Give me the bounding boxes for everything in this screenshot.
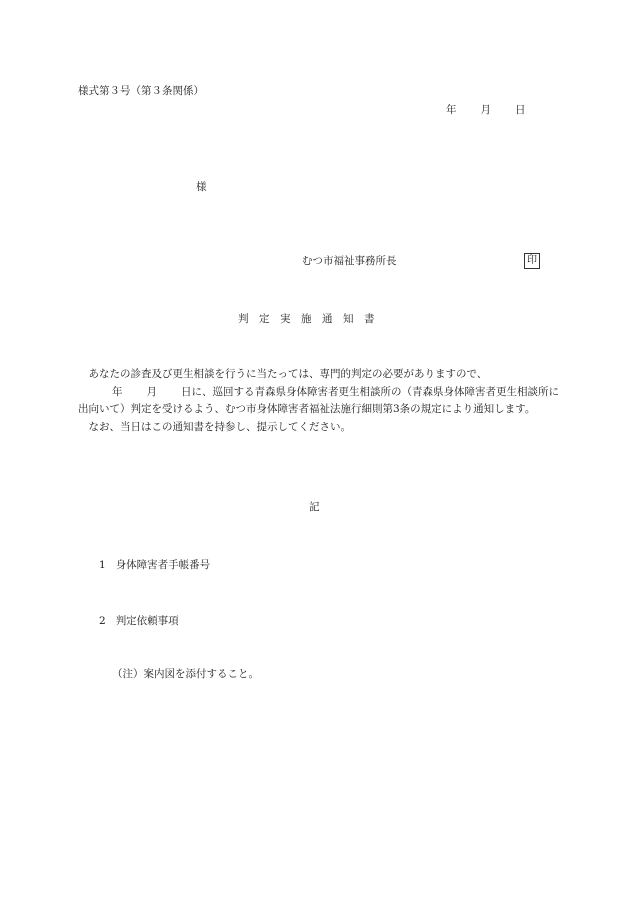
body-line-2	[78, 384, 560, 419]
item-2-number: 2	[99, 615, 106, 627]
document-title: 判定実施通知書	[238, 313, 385, 325]
date-month-label: 月	[480, 104, 491, 116]
footnote: （注）案内図を添付すること。	[112, 668, 259, 680]
issue-date	[446, 105, 526, 116]
body-line-1: あなたの診査及び更生相談を行うに当たっては、専門的判定の必要がありますので、	[88, 368, 488, 380]
seal-mark: 印	[524, 253, 540, 269]
body-date-year: 年	[112, 385, 123, 398]
issuer-name: むつ市福祉事務所長	[302, 255, 397, 267]
body-paragraph	[78, 366, 560, 436]
item-1-label: 身体障害者手帳番号	[115, 559, 211, 571]
body-date-month: 月	[146, 385, 157, 398]
item-1	[99, 560, 210, 571]
date-year-label: 年	[446, 104, 457, 116]
item-2-label: 判定依頼事項	[115, 615, 179, 627]
body-line-2-rest: 日に、巡回する青森県身体障害者更生相談所の（青森県身体障害者更生相談所に出向いて）判定を受けるよう、むつ市身体障害者福祉法施行細則第3条の規定により通知します。	[78, 385, 559, 415]
date-day-label: 日	[515, 104, 526, 116]
ki-heading: 記	[309, 501, 320, 513]
body-line-3: なお、当日はこの通知書を持参し、提示してください。	[88, 420, 351, 433]
item-1-number: 1	[99, 559, 106, 571]
item-2	[99, 616, 179, 627]
form-number: 様式第３号（第３条関係）	[78, 85, 204, 97]
addressee-honorific: 様	[196, 181, 207, 193]
